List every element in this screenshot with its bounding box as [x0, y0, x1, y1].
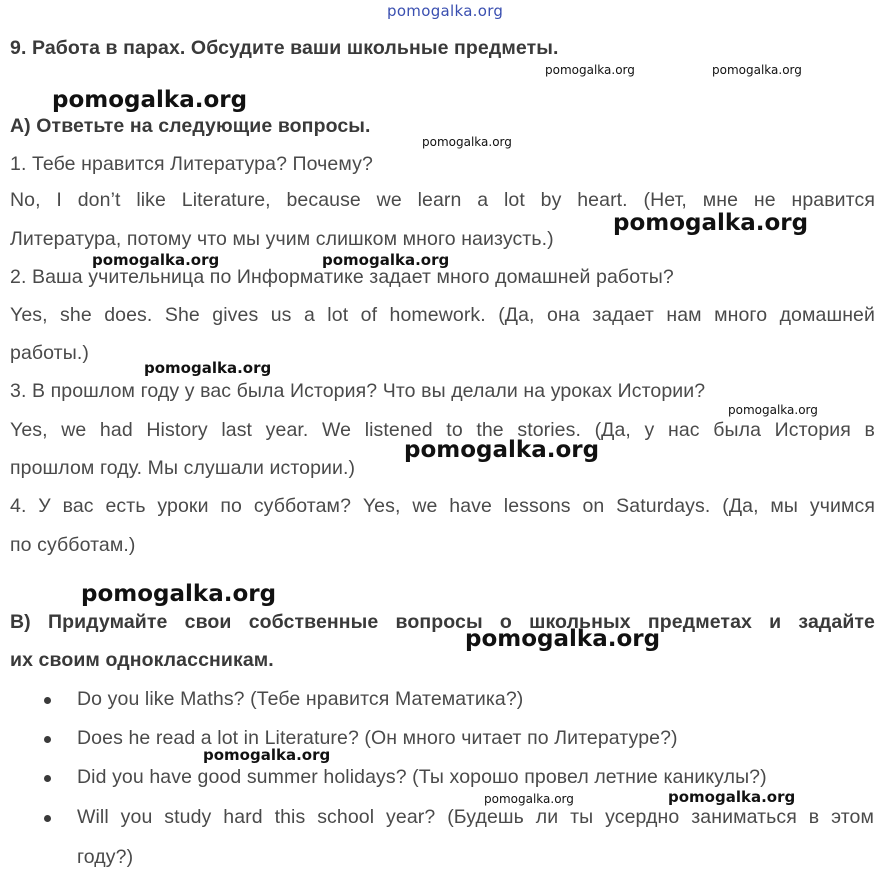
- section-a-heading: А) Ответьте на следующие вопросы.: [10, 115, 371, 137]
- question-2: 2. Ваша учительница по Информатике задает много домашней работы?: [10, 266, 674, 288]
- watermark: pomogalka.org: [465, 626, 661, 652]
- watermark: pomogalka.org: [92, 251, 220, 269]
- bullet-icon: [44, 815, 51, 822]
- watermark: pomogalka.org: [203, 746, 331, 764]
- watermark: pomogalka.org: [484, 792, 574, 806]
- bullet-icon: [44, 775, 51, 782]
- watermark: pomogalka.org: [404, 437, 600, 463]
- watermark: pomogalka.org: [712, 63, 802, 77]
- bullet-icon: [44, 697, 51, 704]
- question-3: 3. В прошлом году у вас была История? Что вы делали на уроках Истории?: [10, 380, 706, 402]
- watermark-top: pomogalka.org: [387, 2, 504, 20]
- list-item: Does he read a lot in Literature? (Он много читает по Литературе?): [77, 727, 678, 749]
- list-item-continuation: году?): [77, 846, 134, 868]
- watermark: pomogalka.org: [81, 581, 277, 607]
- section-b-heading-line-1: В) Придумайте свои собственные вопросы о школьных предметах и задайте: [10, 611, 875, 633]
- list-item: Did you have good summer holidays? (Ты хорошо провел летние каникулы?): [77, 766, 767, 788]
- watermark: pomogalka.org: [52, 87, 248, 113]
- answer-3-line-2: прошлом году. Мы слушали истории.): [10, 457, 356, 479]
- answer-1-line-2: Литература, потому что мы учим слишком много наизусть.): [10, 228, 554, 250]
- question-1: 1. Тебе нравится Литература? Почему?: [10, 153, 373, 175]
- answer-2-line-1: Yes, she does. She gives us a lot of homework. (Да, она задает нам много домашней: [10, 304, 875, 326]
- list-item: Will you study hard this school year? (Будешь ли ты усердно заниматься в этом: [77, 806, 874, 828]
- section-b-heading-line-2: их своим одноклассникам.: [10, 649, 274, 671]
- bullet-icon: [44, 736, 51, 743]
- page-title: 9. Работа в парах. Обсудите ваши школьные предметы.: [10, 37, 559, 59]
- watermark: pomogalka.org: [422, 135, 512, 149]
- watermark: pomogalka.org: [668, 788, 796, 806]
- answer-1-line-1: No, I don’t like Literature, because we learn a lot by heart. (Нет, мне не нравится: [10, 189, 875, 211]
- watermark: pomogalka.org: [545, 63, 635, 77]
- watermark: pomogalka.org: [144, 359, 272, 377]
- answer-2-line-2: работы.): [10, 342, 89, 364]
- watermark: pomogalka.org: [728, 403, 818, 417]
- watermark: pomogalka.org: [613, 210, 809, 236]
- watermark: pomogalka.org: [322, 251, 450, 269]
- answer-3-line-1: Yes, we had History last year. We listened to the stories. (Да, у нас была История в: [10, 419, 875, 441]
- list-item: Do you like Maths? (Тебе нравится Математика?): [77, 688, 524, 710]
- question-4-line-1: 4. У вас есть уроки по субботам? Yes, we have lessons on Saturdays. (Да, мы учимся: [10, 495, 875, 517]
- question-4-line-2: по субботам.): [10, 534, 136, 556]
